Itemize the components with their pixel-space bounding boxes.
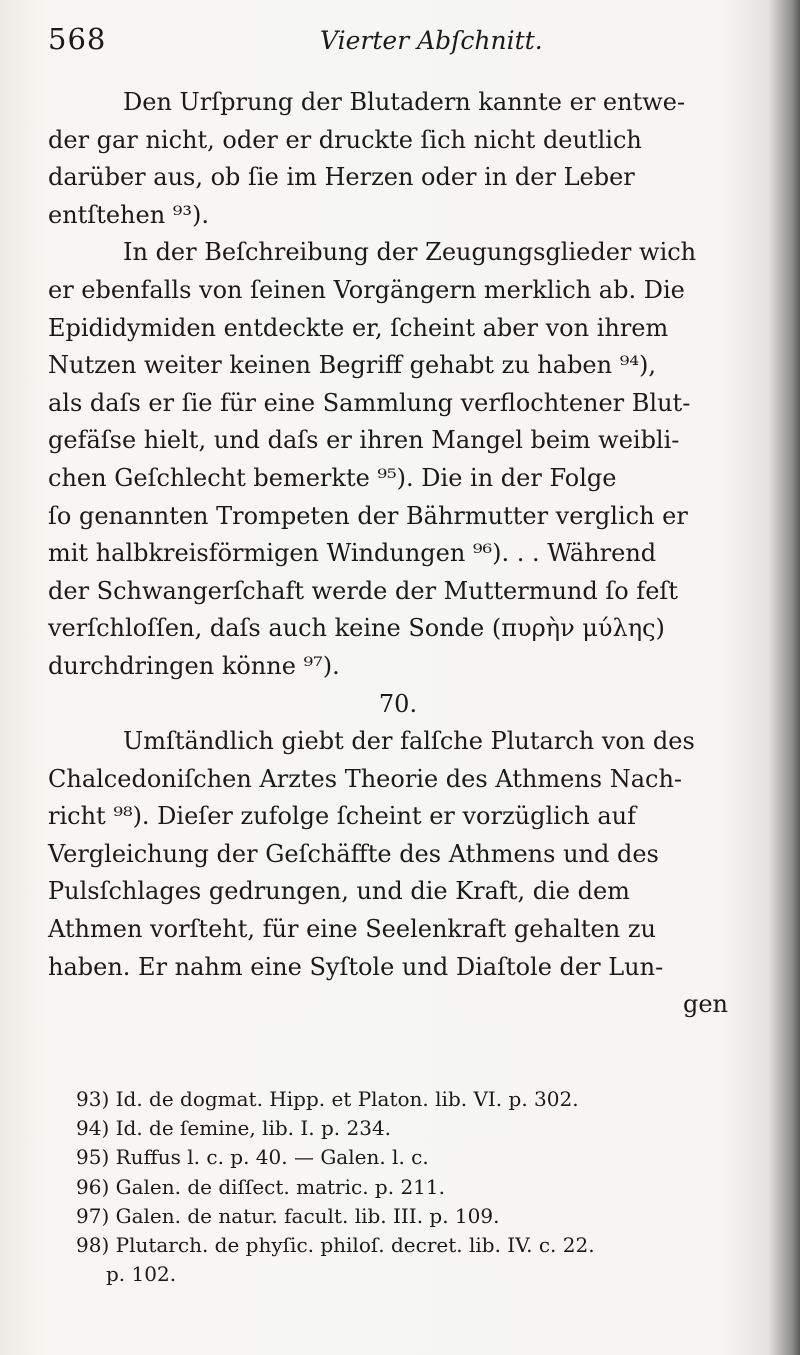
- text-line: Pulsſchlages gedrungen, und die Kraft, die dem: [48, 877, 630, 906]
- section-number: 70.: [378, 689, 418, 718]
- page-number: 568: [48, 22, 107, 56]
- text-line: haben. Er nahm eine Syſtole und Diaſtole der Lun-: [48, 952, 664, 981]
- text-line: Nutzen weiter keinen Begriff gehabt zu haben ⁹⁴),: [48, 351, 656, 380]
- text-line: gefäſse hielt, und daſs er ihren Mangel beim weibli-: [48, 426, 680, 455]
- footnote-98-continued: p. 102.: [106, 1262, 177, 1287]
- footnote-97: 97) Galen. de natur. facult. lib. III. p. 109.: [76, 1203, 500, 1228]
- text-line: entſtehen ⁹³).: [48, 200, 210, 229]
- text-line: richt ⁹⁸). Dieſer zufolge ſcheint er vorzüglich auf: [48, 802, 636, 831]
- text-line: der gar nicht, oder er druckte ſich nicht deutlich: [48, 125, 642, 154]
- footnote-94: 94) Id. de ſemine, lib. I. p. 234.: [76, 1116, 392, 1141]
- footnote-98: 98) Plutarch. de phyſic. philoſ. decret. lib. IV. c. 22.: [76, 1232, 595, 1257]
- catchword: gen: [682, 990, 728, 1019]
- text-line: der Schwangerſchaft werde der Muttermund ſo feſt: [48, 576, 678, 605]
- page-header: [48, 22, 748, 62]
- text-line: durchdringen könne ⁹⁷).: [48, 651, 340, 680]
- text-line: Den Urſprung der Blutadern kannte er entwe-: [123, 88, 686, 116]
- text-line: Epididymiden entdeckte er, ſcheint aber von ihrem: [48, 313, 669, 342]
- text-line: Chalcedoniſchen Arztes Theorie des Athmens Nach-: [48, 764, 683, 793]
- text-line: verſchloſſen, daſs auch keine Sonde (πυρὴν μύλης): [48, 614, 665, 643]
- footnote-96: 96) Galen. de diſſect. matric. p. 211.: [76, 1174, 445, 1199]
- text-line: als daſs er ſie für eine Sammlung verflochtener Blut-: [48, 388, 691, 417]
- footnote-93: 93) Id. de dogmat. Hipp. et Platon. lib. VI. p. 302.: [76, 1087, 579, 1111]
- body-text: [48, 84, 728, 1024]
- footnote-95: 95) Ruffus l. c. p. 40. — Galen. l. c.: [76, 1145, 429, 1170]
- running-head: Vierter Abſchnitt.: [320, 26, 543, 55]
- text-line: mit halbkreisförmigen Windungen ⁹⁶). . . Während: [48, 539, 657, 568]
- text-line: Vergleichung der Geſchäffte des Athmens und des: [48, 839, 659, 868]
- text-line: Umſtändlich giebt der falſche Plutarch von des: [123, 727, 695, 756]
- text-line: er ebenfalls von ſeinen Vorgängern merklich ab. Die: [48, 275, 685, 304]
- text-line: chen Geſchlecht bemerkte ⁹⁵). Die in der Folge: [48, 463, 617, 492]
- footnotes: [76, 1085, 716, 1289]
- text-line: darüber aus, ob ſie im Herzen oder in der Leber: [48, 163, 635, 192]
- text-line: In der Beſchreibung der Zeugungsglieder wich: [123, 238, 697, 267]
- text-line: ſo genannten Trompeten der Bährmutter verglich er: [48, 501, 688, 530]
- text-line: Athmen vorſteht, für eine Seelenkraft gehalten zu: [48, 915, 656, 944]
